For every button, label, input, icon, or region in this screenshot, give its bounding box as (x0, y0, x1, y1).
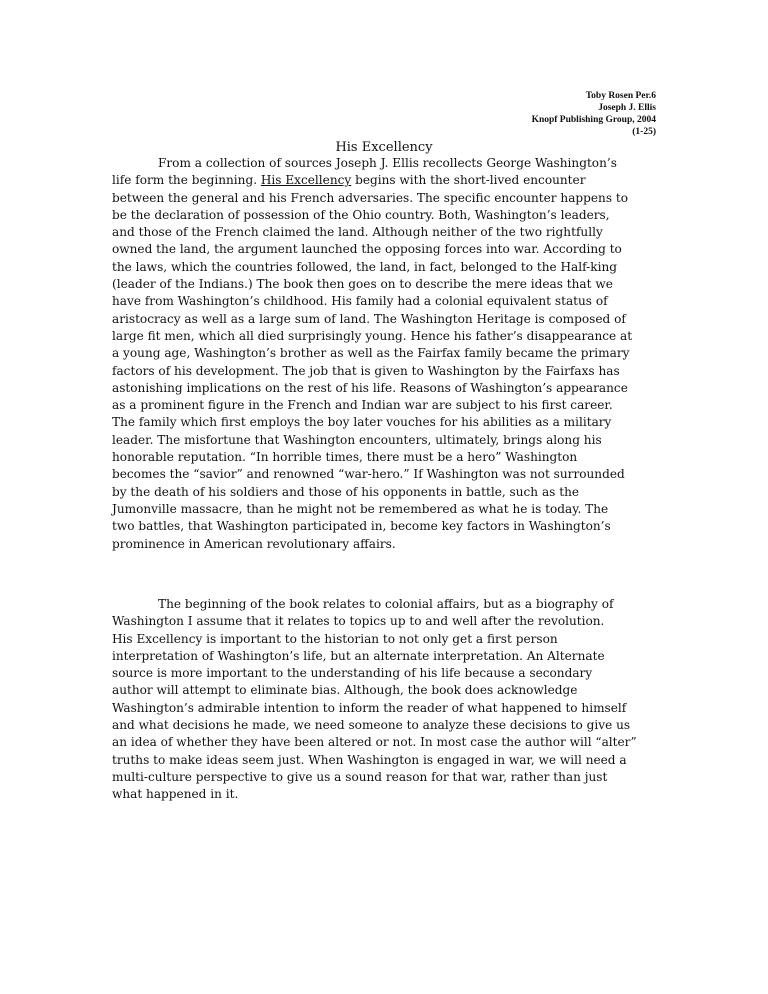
text-line: Washington’s admirable intention to inform the reader of what happened to himself (112, 700, 627, 715)
page-range: (1-25) (632, 127, 656, 137)
text-line: and those of the French claimed the land. Although neither of the two rightfully (112, 225, 603, 240)
document-title: His Excellency (335, 140, 433, 155)
text-line: becomes the “savior” and renowned “war-hero.” If Washington was not surrounded (112, 467, 625, 482)
text-line: the laws, which the countries followed, the land, in fact, belonged to the Half-king (112, 259, 617, 274)
text-line: From a collection of sources Joseph J. Ellis recollects George Washington’s (158, 156, 617, 170)
text-line: between the general and his French adversaries. The specific encounter happens to (112, 190, 629, 205)
text-line: and what decisions he made, we need someone to analyze these decisions to give us (112, 718, 631, 733)
text-line: (leader of the Indians.) The book then goes on to describe the mere ideas that we (112, 277, 613, 292)
text-line: prominence in American revolutionary affairs. (112, 536, 396, 551)
text-line: have from Washington’s childhood. His family had a colonial equivalent status of (112, 294, 608, 309)
text-line: by the death of his soldiers and those of his opponents in battle, such as the (112, 484, 580, 499)
text-line: an idea of whether they have been altered or not. In most case the author will “alter” (112, 735, 637, 750)
book-title-underlined: His Excellency (260, 173, 352, 188)
text-line: honorable reputation. “In horrible times, there must be a hero” Washington (112, 450, 578, 465)
text-line (112, 172, 660, 189)
text-line: as a prominent figure in the French and Indian war are subject to his first career. (112, 398, 613, 413)
text-line: multi-culture perspective to give us a sound reason for that war, rather than just (112, 769, 608, 784)
publisher-year: Knopf Publishing Group, 2004 (531, 115, 656, 125)
header-block (532, 90, 656, 138)
text-line: owned the land, the argument launched the opposing forces into war. According to (112, 242, 622, 257)
text-line: leader. The misfortune that Washington encounters, ultimately, brings along his (112, 432, 602, 447)
text-line: truths to make ideas seem just. When Washington is engaged in war, we will need a (112, 752, 627, 767)
student-name-period: Toby Rosen Per.6 (585, 91, 656, 101)
paragraph-2 (112, 596, 660, 804)
book-author: Joseph J. Ellis (598, 103, 656, 113)
text-line: interpretation of Washington’s life, but an alternate interpretation. An Alternate (112, 648, 605, 663)
text-line: what happened in it. (112, 787, 239, 802)
paragraph-1 (112, 155, 660, 553)
text-line: astonishing implications on the rest of his life. Reasons of Washington’s appearance (112, 380, 628, 395)
text-line: two battles, that Washington participated in, become key factors in Washington’s (112, 519, 611, 534)
text-line: large fit men, which all died surprisingly young. Hence his father’s disappearance at (112, 328, 633, 343)
text-line: source is more important to the understanding of his life because a secondary (112, 666, 593, 681)
text-line: Jumonville massacre, than he might not be remembered as what he is today. The (112, 501, 609, 516)
text-line: The family which first employs the boy later vouches for his abilities as a military (112, 415, 612, 430)
text-line: Washington I assume that it relates to topics up to and well after the revolution. (112, 614, 605, 629)
text-segment: life form the beginning. (112, 173, 261, 188)
text-line: a young age, Washington’s brother as well as the Fairfax family became the primary (112, 346, 630, 361)
text-line: aristocracy as well as a large sum of land. The Washington Heritage is composed of (112, 311, 626, 326)
text-line: be the declaration of possession of the Ohio country. Both, Washington’s leaders, (112, 207, 610, 222)
text-segment: begins with the short-lived encounter (351, 173, 586, 188)
text-line: The beginning of the book relates to colonial affairs, but as a biography of (158, 597, 614, 611)
text-line: His Excellency is important to the historian to not only get a first person (112, 631, 558, 646)
text-line: author will attempt to eliminate bias. Although, the book does acknowledge (112, 683, 578, 698)
text-line: factors of his development. The job that is given to Washington by the Fairfaxs has (112, 363, 620, 378)
